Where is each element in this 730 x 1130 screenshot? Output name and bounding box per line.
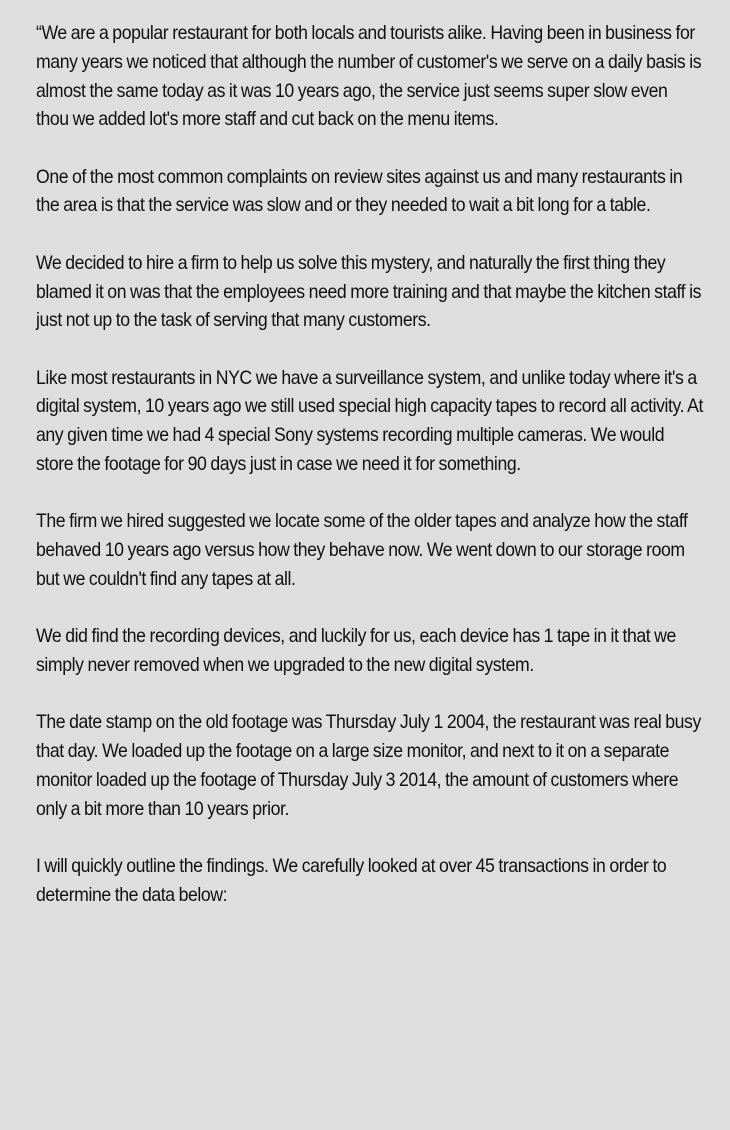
- article-paragraph-5: The firm we hired suggested we locate some of the older tapes and analyze how the staff behaved 10 years ago versus how they behave now. We went down to our storage room but we couldn't find any tapes at all.: [36, 511, 688, 590]
- article-paragraph-3: We decided to hire a firm to help us solve this mystery, and naturally the first thing they blamed it on was that the employees need more training and that maybe the kitchen staff is just not up to the task of serving that many customers.: [36, 252, 702, 332]
- article-paragraph-2: One of the most common complaints on review sites against us and many restaurants in the area is that the service was slow and or they needed to wait a bit long for a table.: [36, 166, 683, 217]
- article-paragraph-7: The date stamp on the old footage was Thursday July 1 2004, the restaurant was real busy that day. We loaded up the footage on a large size monitor, and next to it on a separate monitor loaded up the footage of Thursday July 3 2014, the amount of customers where only a bit more than 10 years prior.: [36, 712, 701, 820]
- article-paragraph-6: We did find the recording devices, and luckily for us, each device has 1 tape in it that we simply never removed when we upgraded to the new digital system.: [36, 626, 676, 677]
- article-paragraph-8: I will quickly outline the findings. We carefully looked at over 45 transactions in order to determine the data below:: [36, 856, 667, 906]
- article-paragraph-4: Like most restaurants in NYC we have a surveillance system, and unlike today where it's a digital system, 10 years ago we still used special high capacity tapes to record all activity. At any given time we had 4 special Sony systems recording multiple cameras. We would store the footage for 90 days just in case we need it for something.: [36, 367, 703, 476]
- article-paragraph-1: “We are a popular restaurant for both locals and tourists alike. Having been in business for many years we noticed that although the number of customer's we serve on a daily basis is almost the same today as it was 10 years ago, the service just seems super slow even thou we added lot's more staff and cut back on the menu items.: [36, 23, 702, 131]
